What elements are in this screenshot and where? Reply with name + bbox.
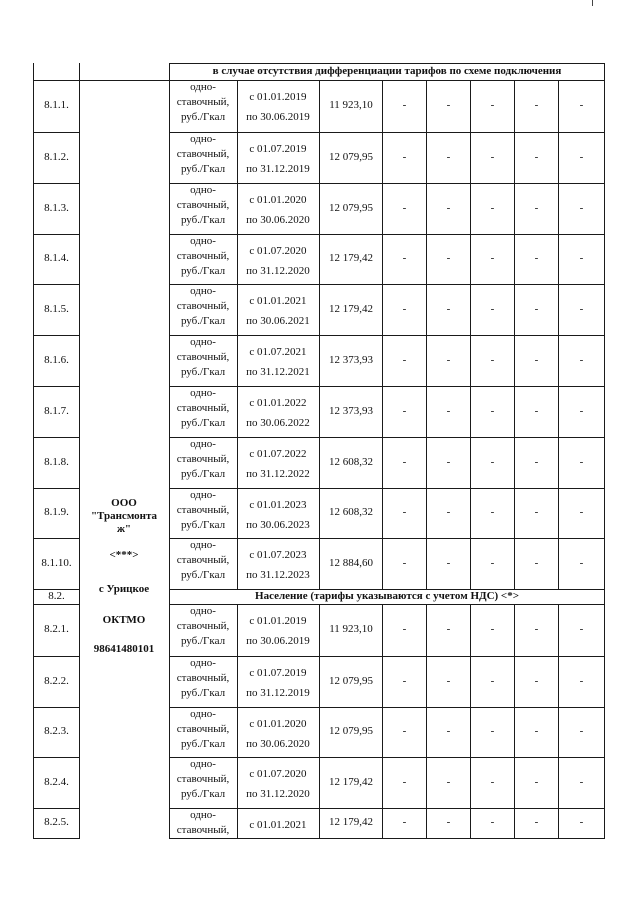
empty-cell-dash: -	[402, 99, 407, 112]
tariff-value: 12 884,60	[329, 556, 373, 569]
period-from: с 01.01.2021	[249, 819, 307, 831]
tariff-type-text: руб./Гкал	[180, 163, 226, 175]
empty-cell-dash: -	[446, 252, 451, 265]
tariff-type-text: ставочный,	[176, 554, 230, 566]
grid-line	[169, 838, 605, 839]
org-name: ж"	[116, 523, 132, 535]
empty-cell-dash: -	[446, 201, 451, 214]
row-number: 8.1.5.	[44, 302, 69, 315]
empty-cell-dash: -	[402, 506, 407, 519]
empty-cell-dash: -	[579, 353, 584, 366]
empty-cell-dash: -	[490, 353, 495, 366]
org-name: "Трансмонта	[90, 510, 158, 522]
period-to: по 31.12.2019	[246, 687, 310, 699]
row-number: 8.1.1.	[44, 99, 69, 112]
empty-cell-dash: -	[490, 404, 495, 417]
tariff-type-text: ставочный,	[176, 723, 230, 735]
empty-cell-dash: -	[402, 623, 407, 636]
org-name: ООО	[111, 497, 137, 509]
period-to: по 31.12.2019	[246, 163, 310, 175]
empty-cell-dash: -	[446, 150, 451, 163]
period-from: с 01.07.2020	[249, 768, 307, 780]
empty-cell-dash: -	[490, 302, 495, 315]
empty-cell-dash: -	[490, 816, 495, 829]
empty-cell-dash: -	[402, 201, 407, 214]
tariff-type-text: руб./Гкал	[180, 519, 226, 531]
row-number: 8.1.7.	[44, 404, 69, 417]
tariff-type-text: одно-	[190, 438, 216, 450]
tariff-type-text: ставочный,	[176, 351, 230, 363]
empty-cell-dash: -	[402, 674, 407, 687]
grid-line	[169, 63, 170, 838]
empty-cell-dash: -	[446, 775, 451, 788]
row-number: 8.2.1.	[44, 623, 69, 636]
section-header: в случае отсутствия дифференциации тарифов по схеме подключения	[212, 65, 562, 78]
tariff-type-text: одно-	[190, 809, 216, 821]
tariff-type-text: руб./Гкал	[180, 214, 226, 226]
row-number: 8.1.3.	[44, 201, 69, 214]
tariff-type-text: ставочный,	[176, 672, 230, 684]
tariff-type-text: одно-	[190, 708, 216, 720]
row-number: 8.1.6.	[44, 353, 69, 366]
tariff-type-text: одно-	[190, 605, 216, 617]
row-number: 8.2.	[48, 589, 65, 602]
empty-cell-dash: -	[534, 404, 539, 417]
tariff-type-text: руб./Гкал	[180, 417, 226, 429]
period-to: по 31.12.2020	[246, 788, 310, 800]
row-number: 8.1.9.	[44, 506, 69, 519]
tariff-type-text: одно-	[190, 489, 216, 501]
period-to: по 30.06.2019	[246, 111, 310, 123]
empty-cell-dash: -	[490, 775, 495, 788]
period-to: по 31.12.2020	[246, 265, 310, 277]
period-from: с 01.01.2020	[249, 718, 307, 730]
tariff-type-text: ставочный,	[176, 250, 230, 262]
grid-line	[79, 63, 80, 838]
empty-cell-dash: -	[579, 150, 584, 163]
empty-cell-dash: -	[579, 99, 584, 112]
tariff-value: 12 079,95	[329, 725, 373, 738]
period-to: по 31.12.2023	[246, 569, 310, 581]
row-number: 8.1.8.	[44, 455, 69, 468]
empty-cell-dash: -	[579, 506, 584, 519]
row-number: 8.1.10.	[41, 556, 72, 569]
tariff-type-text: одно-	[190, 657, 216, 669]
tariff-value: 12 608,32	[329, 455, 373, 468]
empty-cell-dash: -	[490, 252, 495, 265]
tariff-value: 12 179,42	[329, 302, 373, 315]
empty-cell-dash: -	[579, 674, 584, 687]
period-from: с 01.07.2021	[249, 346, 307, 358]
tariff-type-text: руб./Гкал	[180, 111, 226, 123]
empty-cell-dash: -	[579, 252, 584, 265]
tariff-type-text: руб./Гкал	[180, 687, 226, 699]
tariff-type-text: руб./Гкал	[180, 635, 226, 647]
empty-cell-dash: -	[534, 816, 539, 829]
empty-cell-dash: -	[446, 404, 451, 417]
empty-cell-dash: -	[446, 816, 451, 829]
tariff-type-text: руб./Гкал	[180, 788, 226, 800]
tariff-type-text: одно-	[190, 184, 216, 196]
empty-cell-dash: -	[534, 99, 539, 112]
empty-cell-dash: -	[402, 252, 407, 265]
row-number: 8.1.4.	[44, 252, 69, 265]
period-from: с 01.01.2019	[249, 615, 307, 627]
tariff-type-text: одно-	[190, 285, 216, 297]
tariff-value: 11 923,10	[329, 623, 373, 636]
tariff-type-text: ставочный,	[176, 300, 230, 312]
tariff-value: 11 923,10	[329, 99, 373, 112]
empty-cell-dash: -	[534, 302, 539, 315]
empty-cell-dash: -	[579, 404, 584, 417]
empty-cell-dash: -	[402, 455, 407, 468]
period-to: по 31.12.2022	[246, 468, 310, 480]
tariff-type-text: ставочный,	[176, 199, 230, 211]
empty-cell-dash: -	[579, 623, 584, 636]
empty-cell-dash: -	[446, 99, 451, 112]
empty-cell-dash: -	[490, 150, 495, 163]
tariff-value: 12 179,42	[329, 252, 373, 265]
tariff-type-text: ставочный,	[176, 620, 230, 632]
period-from: с 01.01.2020	[249, 194, 307, 206]
empty-cell-dash: -	[490, 455, 495, 468]
tariff-type-text: ставочный,	[176, 824, 230, 836]
empty-cell-dash: -	[490, 725, 495, 738]
tariff-type-text: одно-	[190, 539, 216, 551]
empty-cell-dash: -	[534, 775, 539, 788]
empty-cell-dash: -	[534, 150, 539, 163]
period-from: с 01.01.2022	[249, 397, 307, 409]
period-from: с 01.01.2019	[249, 91, 307, 103]
section-header: Население (тарифы указываются с учетом НДС) <*>	[255, 590, 519, 603]
empty-cell-dash: -	[402, 302, 407, 315]
empty-cell-dash: -	[534, 556, 539, 569]
tariff-type-text: руб./Гкал	[180, 265, 226, 277]
empty-cell-dash: -	[490, 556, 495, 569]
empty-cell-dash: -	[534, 252, 539, 265]
row-number: 8.2.4.	[44, 775, 69, 788]
tariff-value: 12 079,95	[329, 150, 373, 163]
empty-cell-dash: -	[534, 674, 539, 687]
empty-cell-dash: -	[446, 725, 451, 738]
empty-cell-dash: -	[579, 816, 584, 829]
period-to: по 30.06.2019	[246, 635, 310, 647]
tariff-type-text: одно-	[190, 387, 216, 399]
empty-cell-dash: -	[490, 674, 495, 687]
empty-cell-dash: -	[402, 556, 407, 569]
tariff-type-text: ставочный,	[176, 402, 230, 414]
period-from: с 01.07.2019	[249, 667, 307, 679]
tariff-value: 12 179,42	[329, 816, 373, 829]
period-to: по 30.06.2023	[246, 519, 310, 531]
empty-cell-dash: -	[402, 816, 407, 829]
tariff-type-text: ставочный,	[176, 453, 230, 465]
oktmo-code: 98641480101	[93, 643, 155, 655]
tariff-type-text: одно-	[190, 758, 216, 770]
period-from: с 01.01.2021	[249, 295, 307, 307]
empty-cell-dash: -	[579, 455, 584, 468]
empty-cell-dash: -	[534, 623, 539, 636]
tariff-value: 12 079,95	[329, 674, 373, 687]
empty-cell-dash: -	[446, 623, 451, 636]
row-number: 8.2.5.	[44, 816, 69, 829]
empty-cell-dash: -	[446, 506, 451, 519]
org-locality: с Урицкое	[98, 583, 150, 595]
empty-cell-dash: -	[402, 353, 407, 366]
tariff-value: 12 079,95	[329, 201, 373, 214]
tariff-type-text: руб./Гкал	[180, 366, 226, 378]
empty-cell-dash: -	[446, 302, 451, 315]
tariff-type-text: одно-	[190, 336, 216, 348]
empty-cell-dash: -	[579, 725, 584, 738]
empty-cell-dash: -	[402, 775, 407, 788]
empty-cell-dash: -	[534, 506, 539, 519]
period-to: по 30.06.2022	[246, 417, 310, 429]
org-note: <***>	[109, 549, 139, 561]
empty-cell-dash: -	[402, 404, 407, 417]
grid-line	[604, 63, 605, 838]
tariff-type-text: одно-	[190, 133, 216, 145]
tariff-type-text: одно-	[190, 81, 216, 93]
row-number: 8.2.2.	[44, 674, 69, 687]
tariff-value: 12 179,42	[329, 775, 373, 788]
period-from: с 01.07.2020	[249, 245, 307, 257]
tariff-value: 12 373,93	[329, 353, 373, 366]
period-to: по 31.12.2021	[246, 366, 310, 378]
empty-cell-dash: -	[534, 353, 539, 366]
tariff-type-text: руб./Гкал	[180, 569, 226, 581]
tariff-type-text: ставочный,	[176, 96, 230, 108]
empty-cell-dash: -	[579, 302, 584, 315]
empty-cell-dash: -	[534, 201, 539, 214]
empty-cell-dash: -	[446, 455, 451, 468]
period-to: по 30.06.2020	[246, 214, 310, 226]
empty-cell-dash: -	[490, 506, 495, 519]
period-from: с 01.07.2019	[249, 143, 307, 155]
tariff-type-text: руб./Гкал	[180, 468, 226, 480]
empty-cell-dash: -	[490, 201, 495, 214]
tariff-type-text: руб./Гкал	[180, 315, 226, 327]
tariff-value: 12 608,32	[329, 506, 373, 519]
empty-cell-dash: -	[579, 201, 584, 214]
empty-cell-dash: -	[490, 623, 495, 636]
empty-cell-dash: -	[446, 353, 451, 366]
tariff-type-text: руб./Гкал	[180, 738, 226, 750]
row-number: 8.1.2.	[44, 150, 69, 163]
empty-cell-dash: -	[534, 455, 539, 468]
empty-cell-dash: -	[402, 725, 407, 738]
period-from: с 01.01.2023	[249, 499, 307, 511]
empty-cell-dash: -	[534, 725, 539, 738]
tariff-value: 12 373,93	[329, 404, 373, 417]
empty-cell-dash: -	[402, 150, 407, 163]
empty-cell-dash: -	[490, 99, 495, 112]
period-from: с 01.07.2022	[249, 448, 307, 460]
period-from: с 01.07.2023	[249, 549, 307, 561]
tariff-type-text: одно-	[190, 235, 216, 247]
row-number: 8.2.3.	[44, 725, 69, 738]
empty-cell-dash: -	[446, 556, 451, 569]
tariff-type-text: ставочный,	[176, 773, 230, 785]
grid-line	[33, 838, 80, 839]
period-to: по 30.06.2020	[246, 738, 310, 750]
empty-cell-dash: -	[579, 775, 584, 788]
tariff-type-text: ставочный,	[176, 148, 230, 160]
tariff-type-text: ставочный,	[176, 504, 230, 516]
empty-cell-dash: -	[446, 674, 451, 687]
empty-cell-dash: -	[579, 556, 584, 569]
period-to: по 30.06.2021	[246, 315, 310, 327]
oktmo-label: ОКТМО	[102, 614, 146, 626]
